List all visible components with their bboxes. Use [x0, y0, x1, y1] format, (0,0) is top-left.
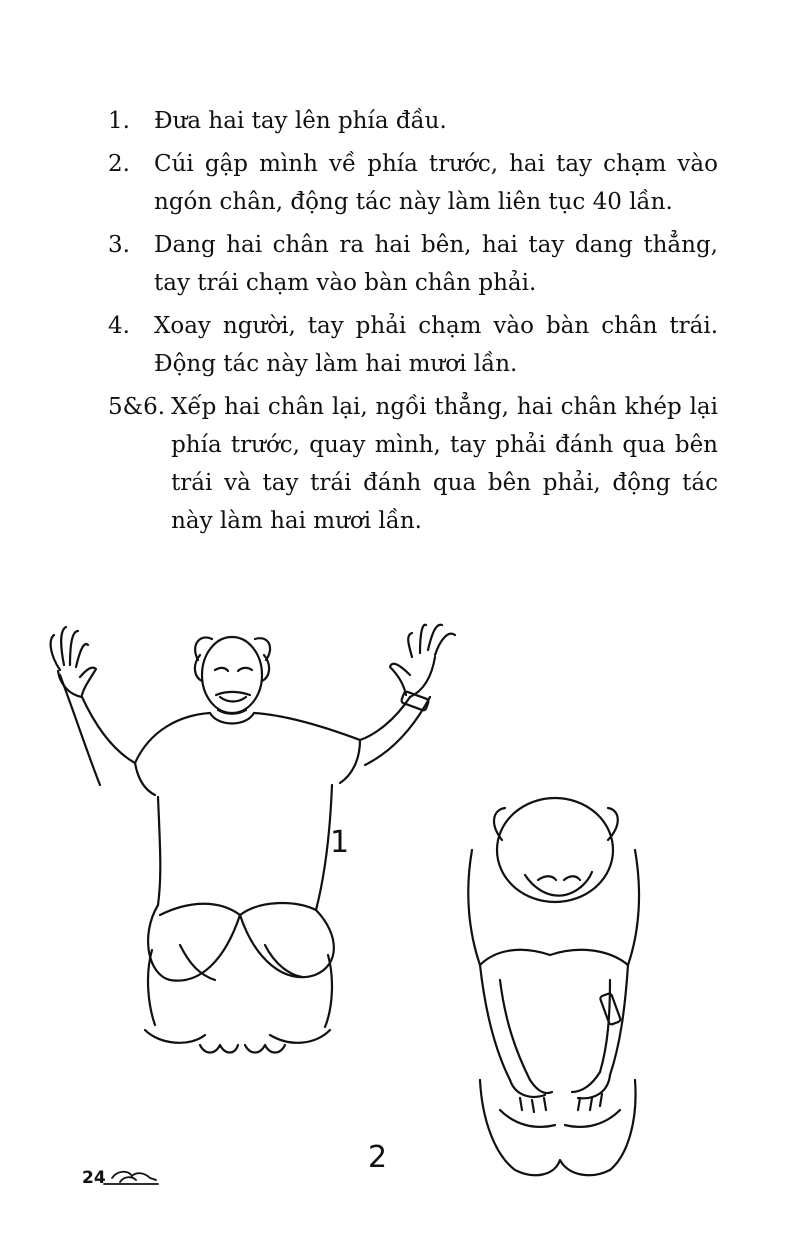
illustration-forward-bend	[460, 780, 660, 1180]
instruction-number: 1.	[108, 108, 130, 134]
figure-label-1: 1	[330, 825, 350, 860]
instruction-text: Xoay người, tay phải chạm vào bàn chân trái. Động tác này làm hai mươi lần.	[154, 313, 718, 377]
instruction-number: 3.	[108, 232, 130, 258]
page-number: 24	[82, 1168, 106, 1188]
illustration-arms-raised	[40, 615, 470, 1085]
instruction-item-1	[108, 102, 718, 140]
instruction-number: 5&6.	[108, 394, 166, 420]
figure-label-2: 2	[368, 1140, 388, 1175]
instruction-text: Đưa hai tay lên phía đầu.	[154, 108, 447, 134]
instruction-item-3	[108, 226, 718, 302]
page-ornament-icon	[102, 1164, 162, 1188]
instruction-item-2	[108, 145, 718, 221]
exercise-instructions	[108, 102, 718, 545]
instruction-text: Xếp hai chân lại, ngồi thẳng, hai chân khép lại phía trước, quay mình, tay phải đánh qua bên trái và tay trái đánh qua bên phải, động tác này làm hai mươi lần.	[171, 394, 718, 534]
instruction-item-5-6	[108, 388, 718, 540]
instruction-text: Cúi gập mình về phía trước, hai tay chạm vào ngón chân, động tác này làm liên tục 40 lần.	[154, 151, 718, 215]
instruction-item-4	[108, 307, 718, 383]
instruction-text: Dang hai chân ra hai bên, hai tay dang thẳng, tay trái chạm vào bàn chân phải.	[154, 232, 718, 296]
instruction-number: 4.	[108, 313, 130, 339]
instruction-number: 2.	[108, 151, 130, 177]
